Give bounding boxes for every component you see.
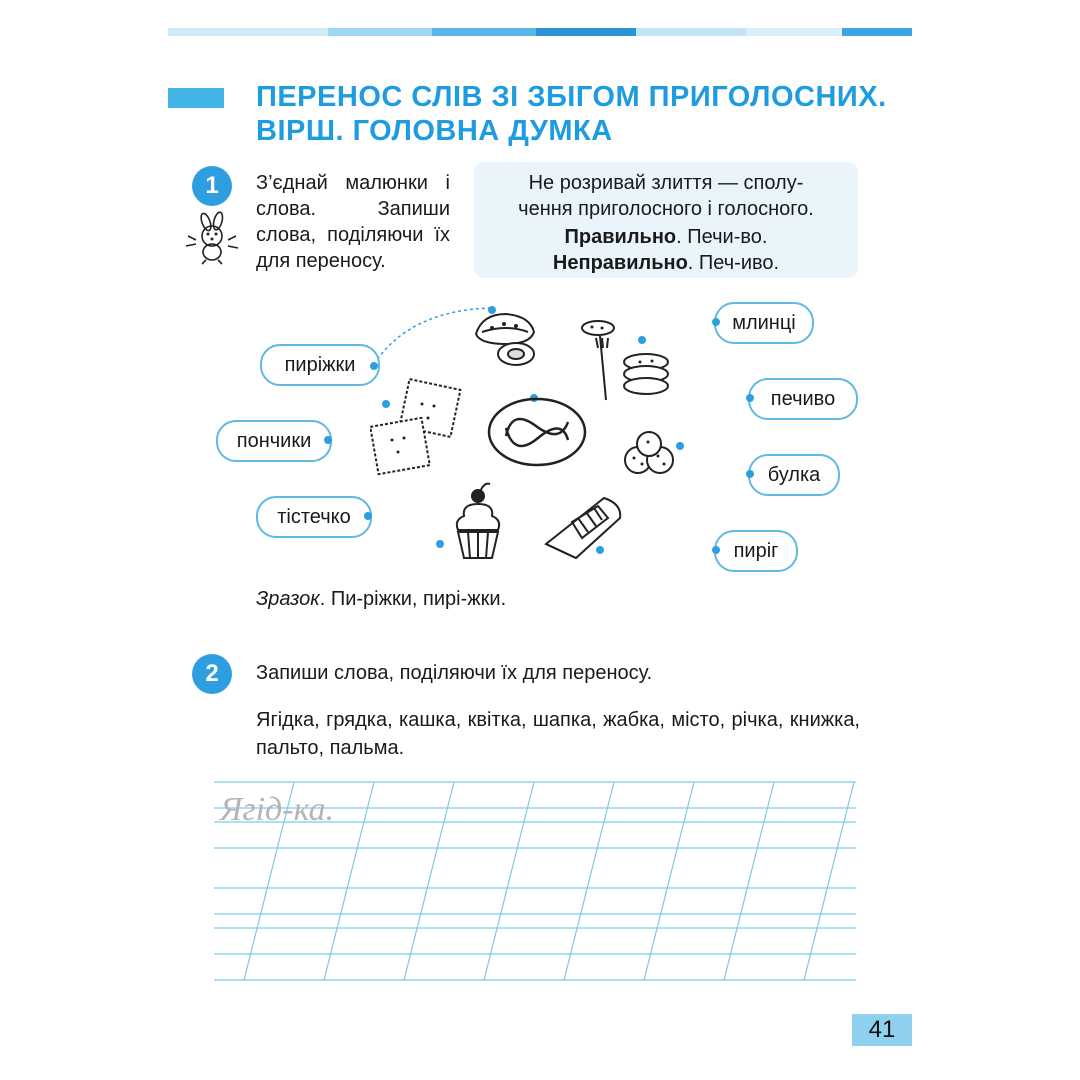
title-line-2: ВІРШ. ГОЛОВНА ДУМКА bbox=[256, 115, 613, 147]
pill-dot[interactable] bbox=[370, 362, 378, 370]
crackers-icon bbox=[370, 378, 466, 476]
rule-box bbox=[474, 162, 858, 278]
pill-dot[interactable] bbox=[324, 436, 332, 444]
pill-dot[interactable] bbox=[712, 546, 720, 554]
sample-label: Зразок bbox=[256, 588, 320, 610]
rule-incorrect-label: Неправильно bbox=[552, 252, 688, 274]
handwriting-sample: Ягід-ка. bbox=[220, 791, 335, 828]
task-2-instruction: Запиши слова, поділяючи їх для переносу. bbox=[256, 662, 653, 684]
handwriting-practice-lines[interactable] bbox=[214, 778, 856, 984]
pies-icon bbox=[472, 310, 538, 368]
cake-slice-icon bbox=[542, 488, 624, 562]
pill-dot[interactable] bbox=[746, 394, 754, 402]
page-number: 41 bbox=[868, 1016, 896, 1043]
buns-icon bbox=[620, 430, 678, 480]
task-2-number: 2 bbox=[192, 654, 232, 694]
rule-line-1: Не розривай злиття — сполу- bbox=[528, 172, 804, 194]
word-pill-ponchyky[interactable]: пончики bbox=[216, 420, 332, 462]
page-title bbox=[256, 80, 887, 148]
word-pill-bulka[interactable]: булка bbox=[748, 454, 840, 496]
rule-correct bbox=[474, 224, 858, 250]
picture-dot[interactable] bbox=[436, 540, 444, 548]
task-1-instruction: З’єднай малюнки і слова. Запиши слова, поділяючи їх для переносу. bbox=[256, 172, 450, 272]
rule-line-2: чення приголосного і голосного. bbox=[518, 198, 814, 220]
pill-dot[interactable] bbox=[712, 318, 720, 326]
title-marker bbox=[168, 88, 224, 108]
word-pill-tistechko[interactable]: тістечко bbox=[256, 496, 372, 538]
title-line-1: ПЕРЕНОС СЛІВ ЗІ ЗБІГОМ ПРИГОЛОСНИХ. bbox=[256, 81, 887, 113]
top-decorative-bar bbox=[168, 28, 912, 36]
rule-correct-label: Правильно bbox=[564, 226, 677, 248]
word-pill-pyrih[interactable]: пиріг bbox=[714, 530, 798, 572]
word-pill-pyrizhky[interactable]: пиріжки bbox=[260, 344, 380, 386]
word-pill-pechyvo[interactable]: печиво bbox=[748, 378, 858, 420]
sample-text: . Пи-ріжки, пирі-жки. bbox=[319, 588, 507, 610]
word-pill-mlyntsi[interactable]: млинці bbox=[714, 302, 814, 344]
rule-correct-example: . Печи-во. bbox=[676, 226, 768, 248]
rule-incorrect-example: . Печ-иво. bbox=[687, 252, 780, 274]
pretzel-icon bbox=[486, 396, 588, 468]
bunny-icon bbox=[184, 210, 240, 266]
task-1-number: 1 bbox=[192, 166, 232, 206]
sample bbox=[256, 586, 506, 612]
cupcake-icon bbox=[450, 480, 506, 562]
pill-dot[interactable] bbox=[746, 470, 754, 478]
pill-dot[interactable] bbox=[364, 512, 372, 520]
task-2-words: Ягідка, грядка, кашка, квітка, шапка, жабка, місто, річка, книжка, пальто, пальма. bbox=[256, 709, 860, 759]
pancakes-icon bbox=[576, 318, 672, 404]
rule-incorrect bbox=[474, 250, 858, 276]
